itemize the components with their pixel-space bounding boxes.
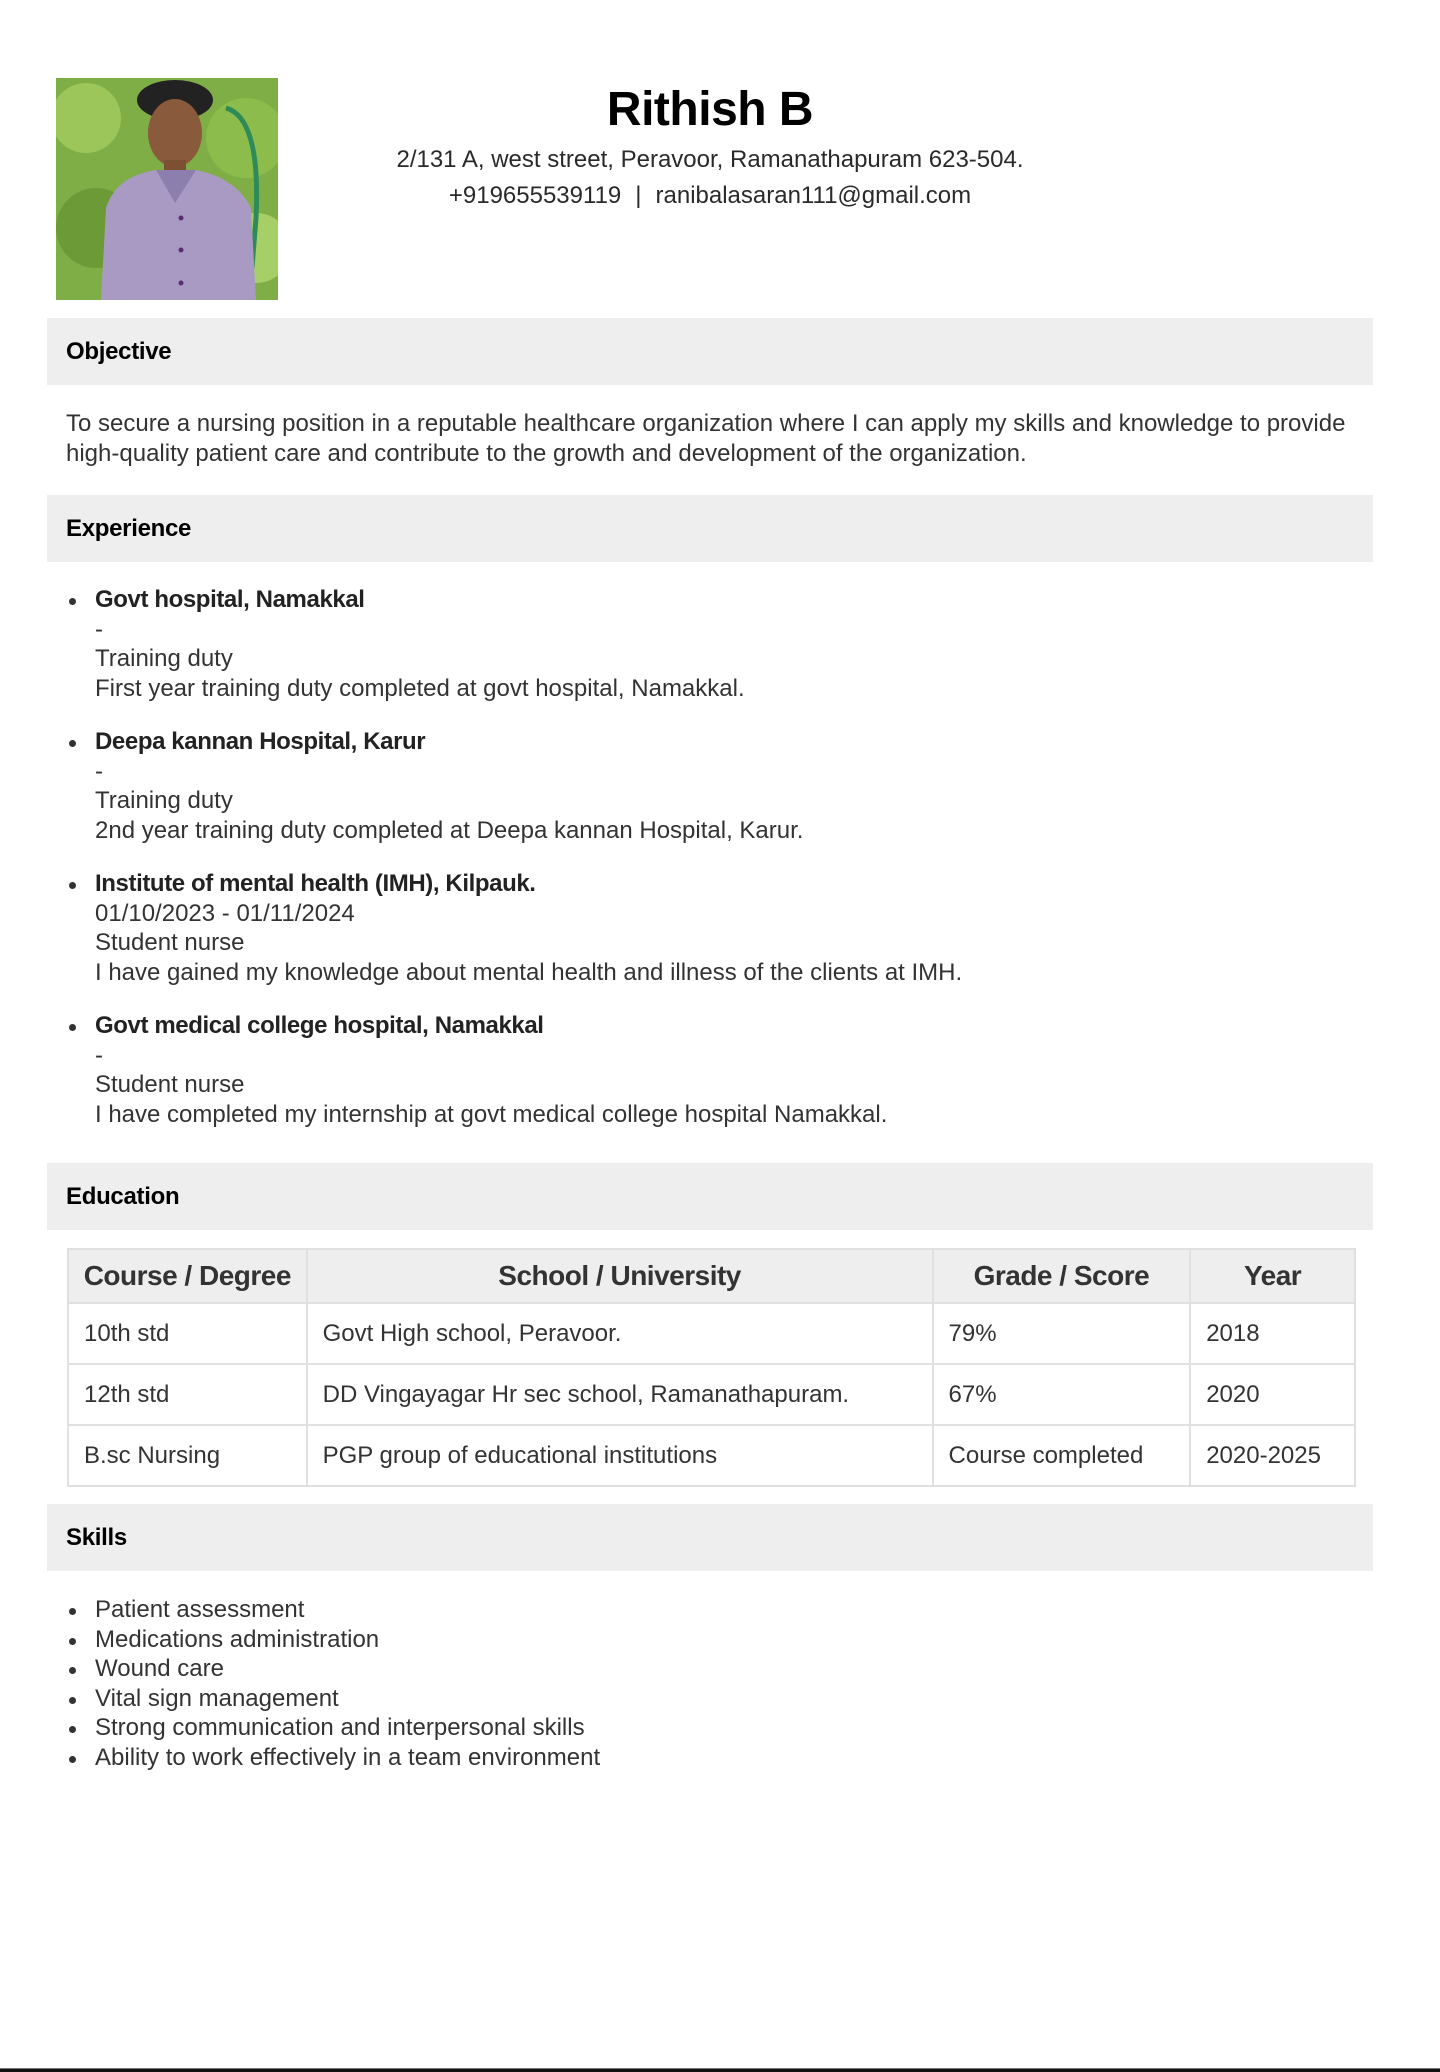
column-header-school: School / University: [307, 1249, 933, 1303]
section-header-education: [47, 1163, 1373, 1230]
column-header-year: Year: [1190, 1249, 1355, 1303]
experience-role: Training duty: [95, 787, 233, 814]
section-title: Education: [66, 1182, 180, 1210]
experience-description: First year training duty completed at govt hospital, Namakkal.: [95, 674, 745, 702]
contact-header: [310, 78, 1110, 214]
experience-item: [66, 727, 1346, 845]
experience-item: [66, 1011, 1346, 1129]
candidate-name: Rithish B: [606, 83, 814, 136]
cell-course: B.sc Nursing: [68, 1425, 307, 1486]
objective-text: To secure a nursing position in a reputable healthcare organization where I can apply my skills and knowledge to provide high-quality patient care and contribute to the growth and development of the organization.: [66, 410, 1346, 467]
skill-item: Strong communication and interpersonal skills: [66, 1713, 1066, 1743]
experience-dates: -: [95, 1041, 103, 1069]
section-header-objective: [47, 318, 1373, 385]
profile-photo: [56, 78, 278, 300]
experience-dates: -: [95, 757, 103, 785]
cell-grade: Course completed: [933, 1425, 1191, 1486]
experience-organization: Institute of mental health (IMH), Kilpauk.: [95, 870, 536, 897]
experience-role: Training duty: [95, 645, 233, 672]
experience-dates: 01/10/2023 - 01/11/2024: [95, 899, 355, 927]
address: 2/131 A, west street, Peravoor, Ramanathapuram 623-504.: [396, 146, 1024, 173]
email-address: ranibalasaran111@gmail.com: [655, 182, 972, 209]
person-photo-icon: [56, 78, 278, 300]
skill-item: Vital sign management: [66, 1684, 1066, 1714]
table-row: [68, 1303, 1355, 1364]
skill-item: Ability to work effectively in a team environment: [66, 1743, 1066, 1773]
cell-school: PGP group of educational institutions: [307, 1425, 933, 1486]
cell-year: 2018: [1190, 1303, 1355, 1364]
section-title: Experience: [66, 514, 192, 542]
experience-dates: -: [95, 615, 103, 643]
cell-grade: 79%: [933, 1303, 1191, 1364]
cell-year: 2020-2025: [1190, 1425, 1355, 1486]
contact-separator: |: [635, 182, 642, 209]
section-header-skills: [47, 1504, 1373, 1571]
experience-description: I have gained my knowledge about mental health and illness of the clients at IMH.: [95, 958, 963, 986]
experience-description: 2nd year training duty completed at Deepa kannan Hospital, Karur.: [95, 816, 804, 844]
table-row: [68, 1364, 1355, 1425]
table-row: [68, 1425, 1355, 1486]
cell-year: 2020: [1190, 1364, 1355, 1425]
experience-role: Student nurse: [95, 929, 245, 956]
experience-organization: Govt hospital, Namakkal: [95, 586, 365, 613]
experience-item: [66, 869, 1346, 987]
experience-item: [66, 585, 1346, 703]
section-title: Skills: [66, 1523, 127, 1551]
section-title: Objective: [66, 337, 172, 365]
page-bottom-divider: [0, 2068, 1440, 2072]
education-table: [67, 1248, 1356, 1487]
cell-course: 10th std: [68, 1303, 307, 1364]
cell-course: 12th std: [68, 1364, 307, 1425]
cell-school: Govt High school, Peravoor.: [307, 1303, 933, 1364]
skills-list: [66, 1595, 1066, 1772]
skill-item: Patient assessment: [66, 1595, 1066, 1625]
experience-organization: Govt medical college hospital, Namakkal: [95, 1012, 544, 1039]
column-header-course: Course / Degree: [68, 1249, 307, 1303]
table-header-row: [68, 1249, 1355, 1303]
phone-number: +919655539119: [448, 182, 622, 209]
experience-organization: Deepa kannan Hospital, Karur: [95, 728, 426, 755]
skill-item: Medications administration: [66, 1625, 1066, 1655]
contact-line: [310, 178, 1110, 214]
section-header-experience: [47, 495, 1373, 562]
cell-grade: 67%: [933, 1364, 1191, 1425]
column-header-grade: Grade / Score: [933, 1249, 1191, 1303]
cell-school: DD Vingayagar Hr sec school, Ramanathapuram.: [307, 1364, 933, 1425]
skill-item: Wound care: [66, 1654, 1066, 1684]
experience-role: Student nurse: [95, 1071, 245, 1098]
experience-list: [66, 585, 1346, 1153]
experience-description: I have completed my internship at govt medical college hospital Namakkal.: [95, 1100, 888, 1128]
